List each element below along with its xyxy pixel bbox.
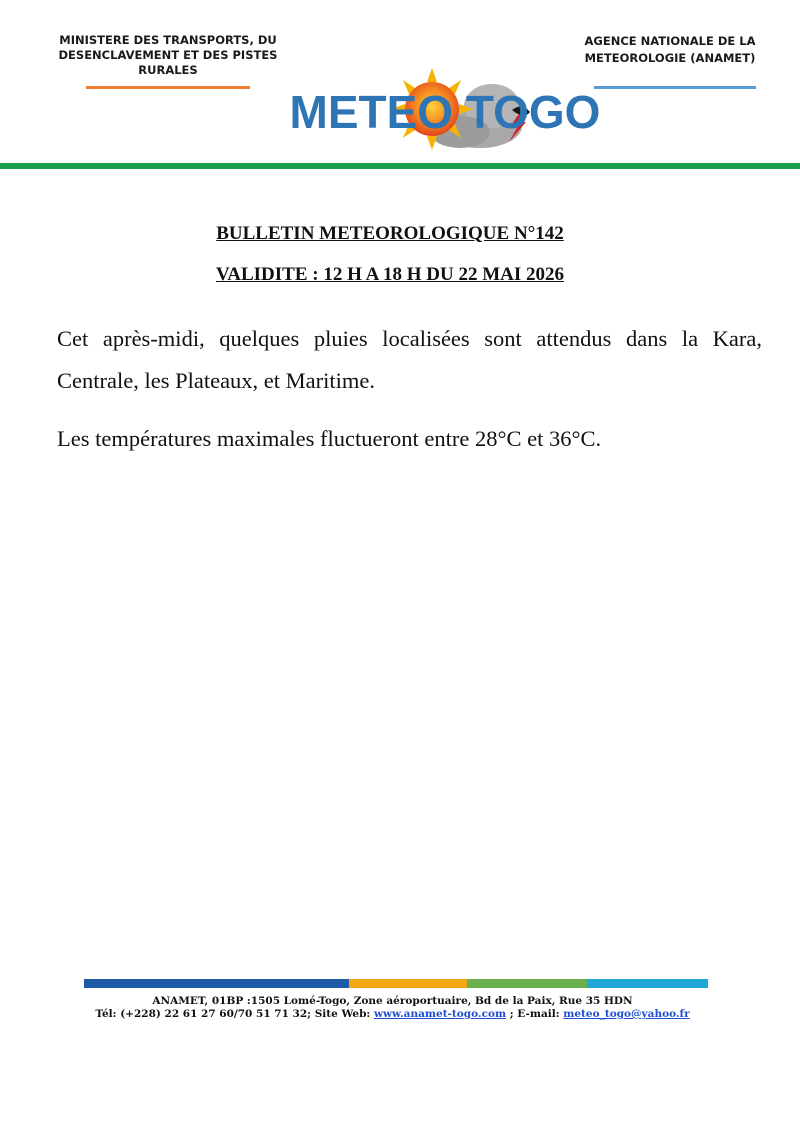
agency-line-1: AGENCE NATIONALE DE LA xyxy=(584,34,756,48)
forecast-paragraph-temperature: Les températures maximales fluctueront entre 28°C et 36°C. xyxy=(57,426,602,451)
bulletin-validity: VALIDITE : 12 H A 18 H DU 22 MAI 2026 xyxy=(215,264,565,285)
header-green-divider xyxy=(0,163,800,169)
ministry-line-3: RURALES xyxy=(138,63,198,77)
footer-contact xyxy=(0,1008,785,1020)
bulletin-title: BULLETIN METEOROLOGIQUE N°142 xyxy=(216,223,564,244)
meteo-togo-logo xyxy=(280,66,610,156)
footer-segment-cyan xyxy=(587,979,708,988)
agency-header xyxy=(560,33,780,67)
forecast-paragraph-rain: Cet après-midi, quelques pluies localisées sont attendus dans la Kara, Centrale, les Plateaux, et Maritime. xyxy=(57,326,762,393)
footer-phone: Tél: (+228) 22 61 27 60/70 51 71 32; Site Web: xyxy=(95,1008,374,1020)
footer-address: ANAMET, 01BP :1505 Lomé-Togo, Zone aéroportuaire, Bd de la Paix, Rue 35 HDN xyxy=(152,995,633,1007)
footer-segment-yellow xyxy=(349,979,467,988)
footer-email-link[interactable]: meteo_togo@yahoo.fr xyxy=(563,1008,690,1020)
footer-color-bar xyxy=(84,979,708,988)
logo-text: METEO TOGO xyxy=(289,86,601,138)
footer-website-link[interactable]: www.anamet-togo.com xyxy=(373,1008,507,1020)
agency-line-2: METEOROLOGIE (ANAMET) xyxy=(584,51,756,65)
footer-segment-blue xyxy=(84,979,349,988)
ministry-line-1: MINISTERE DES TRANSPORTS, DU xyxy=(59,33,277,47)
agency-underline xyxy=(594,86,756,89)
footer-email-label: ; E-mail: xyxy=(506,1008,564,1020)
ministry-underline xyxy=(86,86,250,89)
ministry-header xyxy=(50,33,286,78)
ministry-line-2: DESENCLAVEMENT ET DES PISTES xyxy=(58,48,278,62)
footer-segment-green xyxy=(467,979,587,988)
